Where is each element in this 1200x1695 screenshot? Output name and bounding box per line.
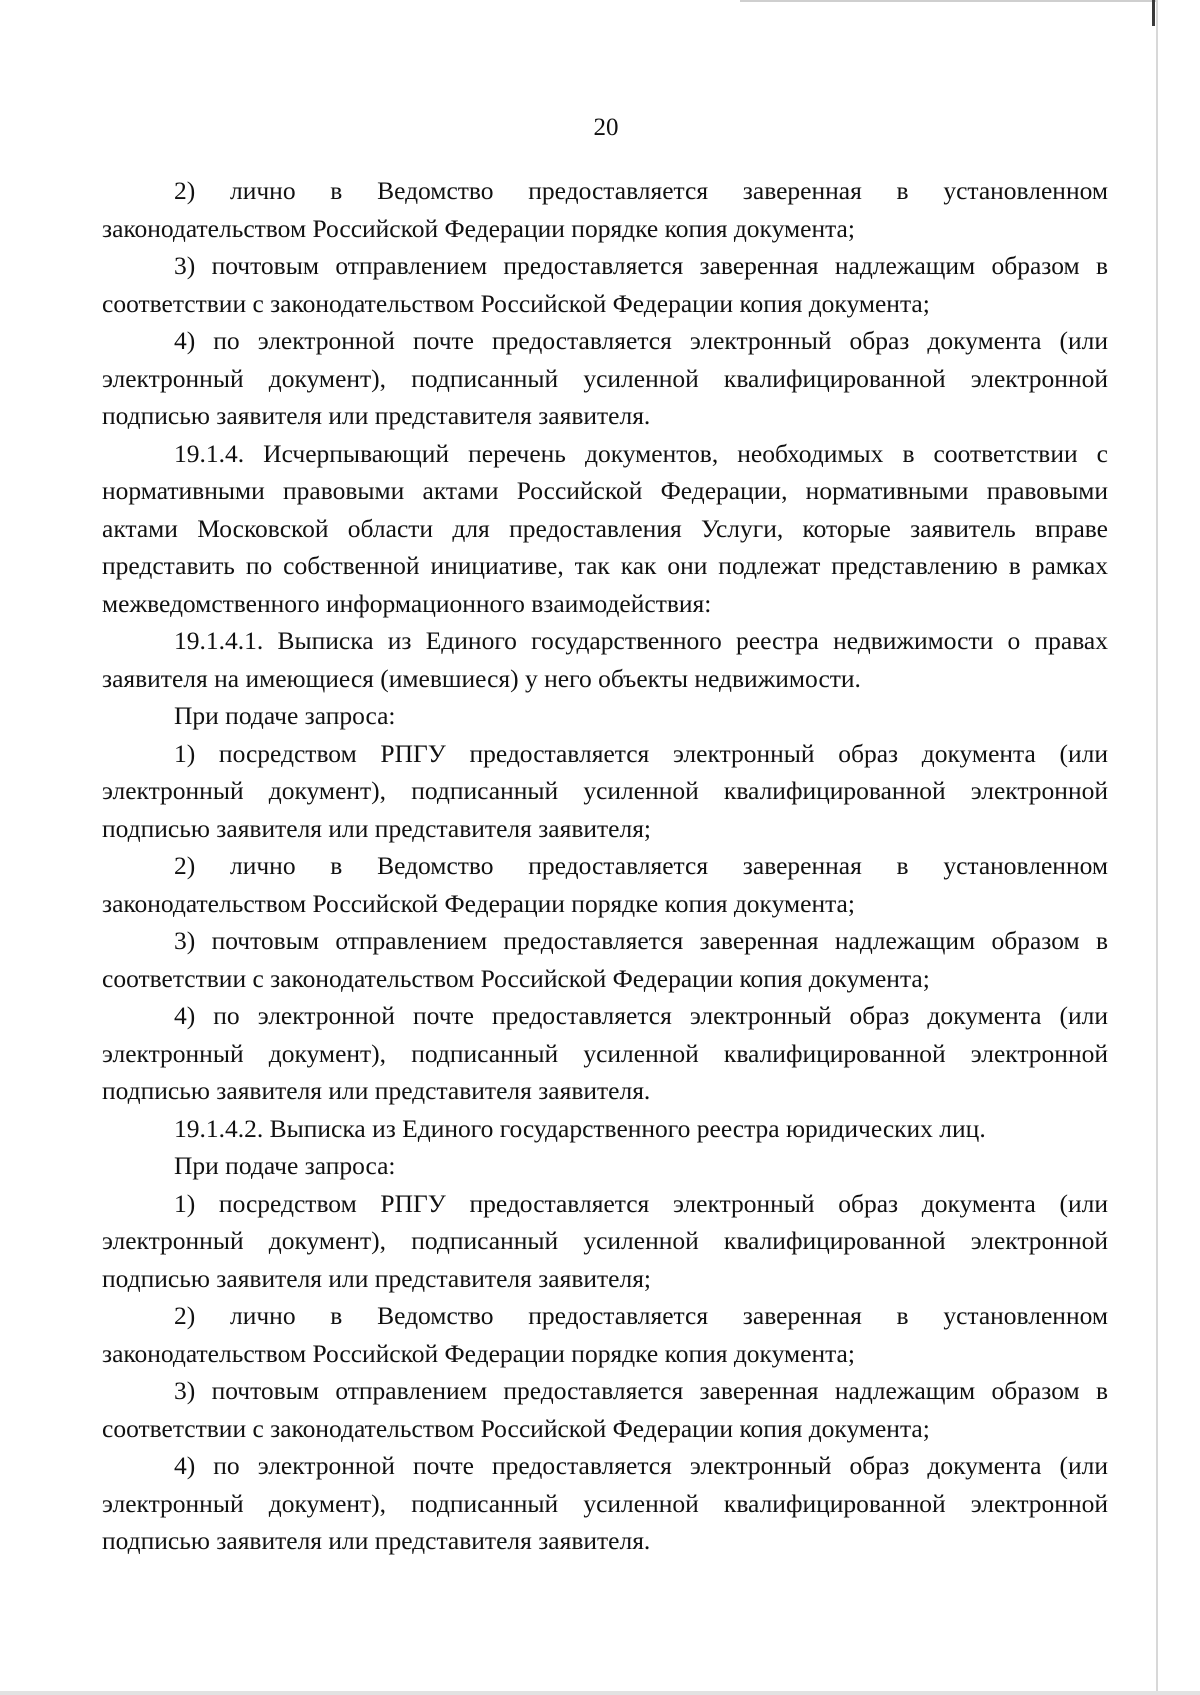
- paragraph-request-submission: При подаче запроса:: [174, 1151, 396, 1180]
- paragraph-request-submission: При подаче запроса:: [174, 701, 396, 730]
- paragraph-section-19-1-4: 19.1.4. Исчерпывающий перечень документов, необходимых в соответствии с нормативными правовыми актами Российской Федерации, нормативными правовыми актами Московской области для предоставления Услуги, которые заявитель вправе представить по собственной инициативе, так как они подлежат представлению в рамках межведомственного информационного взаимодействия:: [102, 438, 1108, 618]
- page-number: 20: [593, 114, 619, 141]
- scan-edge-bottom: [0, 1691, 1200, 1695]
- paragraph-item-4-by-email: 4) по электронной почте предоставляется электронный образ документа (или электронный документ), подписанный усиленной квалифицированной электронной подписью заявителя или представителя заявителя.: [102, 326, 1108, 430]
- paragraph-section-19-1-4-1: 19.1.4.1. Выписка из Единого государственного реестра недвижимости о правах заявителя на имеющиеся (имевшиеся) у него объекты недвижимости.: [102, 626, 1108, 693]
- paragraph-item-1-rpgu: 1) посредством РПГУ предоставляется электронный образ документа (или электронный документ), подписанный усиленной квалифицированной электронной подписью заявителя или представителя заявителя;: [102, 1188, 1108, 1293]
- paragraph-item-2-in-person: 2) лично в Ведомство предоставляется заверенная в установленном законодательством Российской Федерации порядке копия документа;: [102, 851, 1108, 918]
- paragraph-item-4-by-email: 4) по электронной почте предоставляется электронный образ документа (или электронный документ), подписанный усиленной квалифицированной электронной подписью заявителя или представителя заявителя.: [102, 1001, 1108, 1105]
- paragraph-item-4-by-email: 4) по электронной почте предоставляется электронный образ документа (или электронный документ), подписанный усиленной квалифицированной электронной подписью заявителя или представителя заявителя.: [102, 1451, 1108, 1555]
- paragraph-item-3-by-mail: 3) почтовым отправлением предоставляется заверенная надлежащим образом в соответствии с законодательством Российской Федерации копия документа;: [102, 1376, 1108, 1443]
- paragraph-item-2-in-person: 2) лично в Ведомство предоставляется заверенная в установленном законодательством Российской Федерации порядке копия документа;: [102, 1301, 1108, 1368]
- paragraph-item-2-in-person: 2) лично в Ведомство предоставляется заверенная в установленном законодательством Российской Федерации порядке копия документа;: [102, 176, 1108, 243]
- scan-corner-mark: [1152, 0, 1155, 26]
- scan-edge-top: [740, 0, 1158, 2]
- paragraph-item-3-by-mail: 3) почтовым отправлением предоставляется заверенная надлежащим образом в соответствии с законодательством Российской Федерации копия документа;: [102, 251, 1108, 318]
- scan-edge-right: [1156, 0, 1158, 1695]
- document-body: [102, 172, 1108, 1560]
- paragraph-item-1-rpgu: 1) посредством РПГУ предоставляется электронный образ документа (или электронный документ), подписанный усиленной квалифицированной электронной подписью заявителя или представителя заявителя;: [102, 738, 1108, 843]
- paragraph-item-3-by-mail: 3) почтовым отправлением предоставляется заверенная надлежащим образом в соответствии с законодательством Российской Федерации копия документа;: [102, 926, 1108, 993]
- paragraph-section-19-1-4-2: 19.1.4.2. Выписка из Единого государственного реестра юридических лиц.: [174, 1113, 986, 1143]
